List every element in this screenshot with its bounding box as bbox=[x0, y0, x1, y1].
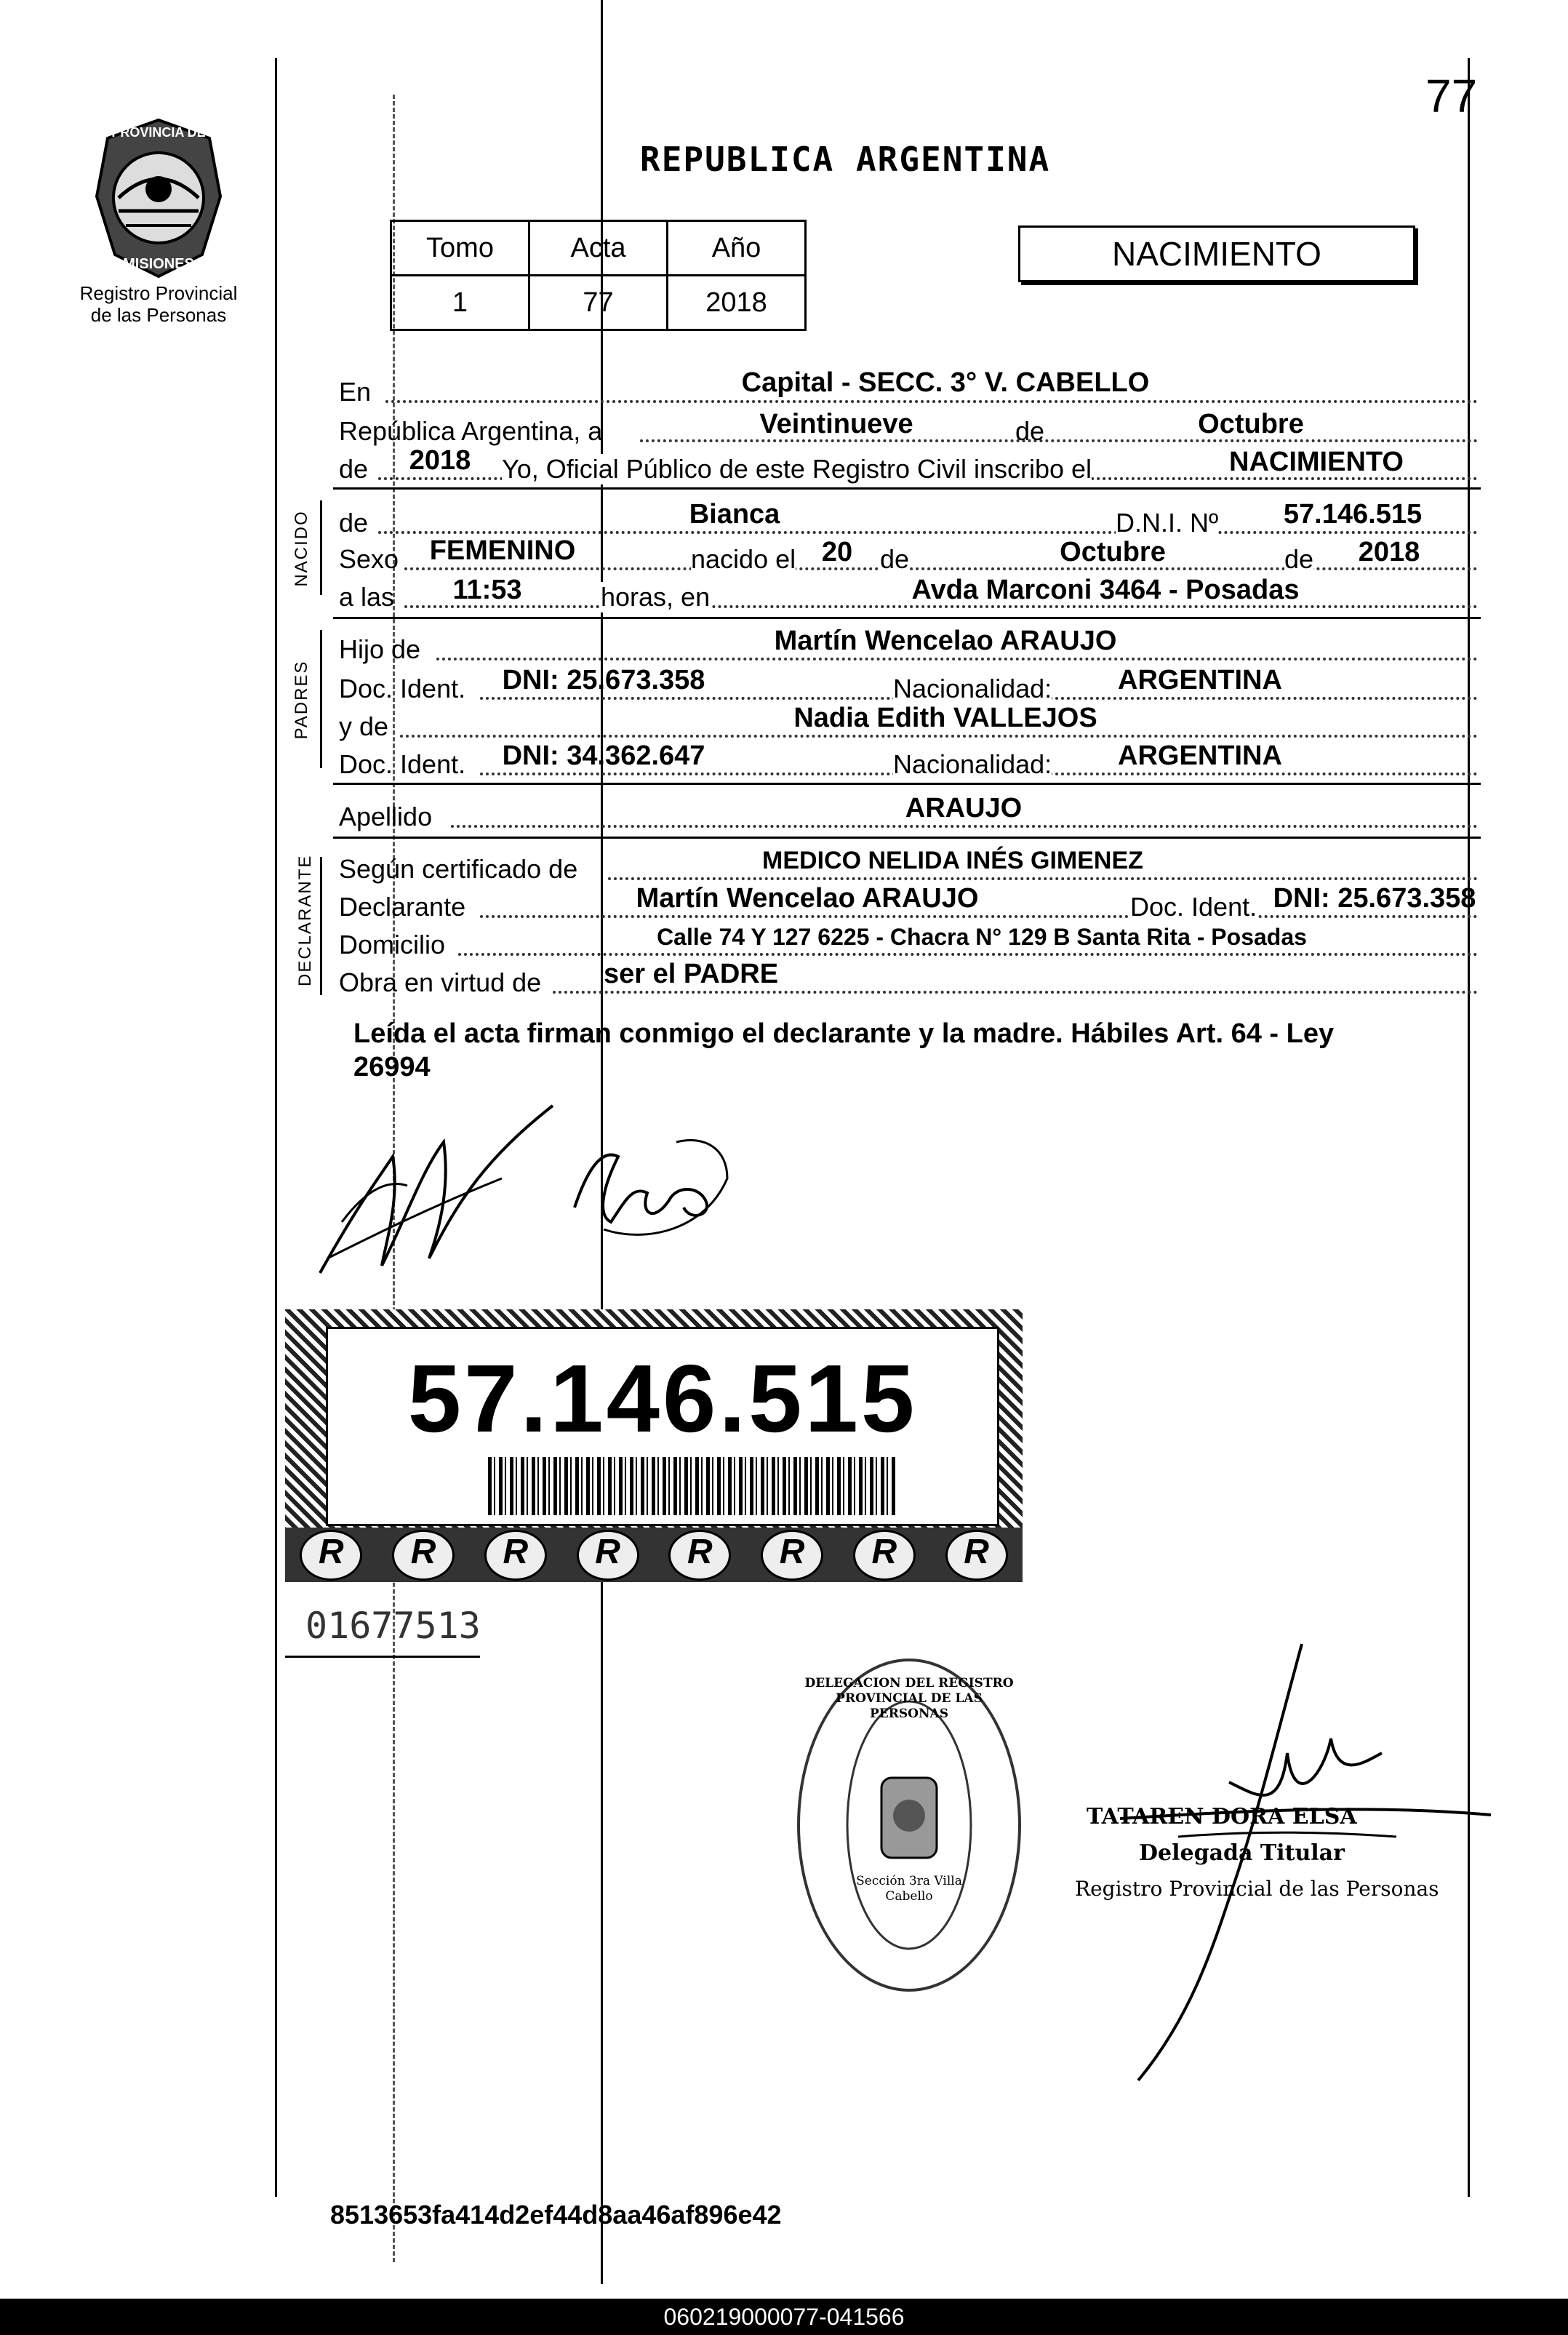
mother-name: Nadia Edith VALLEJOS bbox=[793, 703, 1097, 733]
separator-line bbox=[333, 783, 1481, 785]
year-label: de bbox=[339, 454, 369, 484]
pattern-letter: R bbox=[577, 1530, 639, 1581]
dni-label: D.N.I. Nº bbox=[1116, 508, 1219, 538]
dotted-line bbox=[608, 877, 1478, 880]
tomo-header: Tomo bbox=[391, 221, 529, 276]
official-role: Delegada Titular bbox=[1139, 1840, 1345, 1866]
record-month: Octubre bbox=[1198, 409, 1304, 439]
father-label: Hijo de bbox=[339, 634, 421, 664]
sticker-inner bbox=[326, 1327, 999, 1526]
document-hash: 8513653fa414d2ef44d8aa46af896e42 bbox=[330, 2200, 782, 2230]
barcode bbox=[488, 1457, 895, 1515]
official-name: TATAREN DORA ELSA bbox=[1087, 1804, 1357, 1829]
pattern-letter: R bbox=[392, 1530, 455, 1581]
reference-table bbox=[390, 220, 807, 331]
ano-header: Año bbox=[668, 221, 806, 276]
mother-nationality: ARGENTINA bbox=[1118, 741, 1282, 771]
official-round-stamp bbox=[797, 1659, 1021, 1992]
date-label: República Argentina, a bbox=[339, 416, 603, 446]
born-time: 11:53 bbox=[452, 575, 522, 605]
id-sticker bbox=[285, 1309, 1023, 1582]
dotted-line bbox=[404, 567, 1478, 570]
stamp-outer-text: DELEGACION DEL REGISTRO PROVINCIAL DE LAS PERSONAS bbox=[804, 1676, 1014, 1721]
declarant-address: Calle 74 Y 127 6225 - Chacra N° 129 B Santa Rita - Posadas bbox=[657, 924, 1307, 950]
dotted-line bbox=[378, 531, 1478, 534]
pattern-letter: R bbox=[668, 1530, 731, 1581]
pattern-letter: R bbox=[853, 1530, 916, 1581]
pattern-letter: R bbox=[300, 1530, 362, 1581]
org-name-line1: Registro Provincial bbox=[79, 282, 238, 304]
province-emblem bbox=[86, 116, 231, 280]
org-name-line2: de las Personas bbox=[90, 304, 227, 326]
born-day: 20 bbox=[821, 537, 853, 567]
sticker-number: 57.146.515 bbox=[407, 1345, 918, 1452]
born-name: Bianca bbox=[689, 499, 780, 530]
certificate-issuer: MEDICO NELIDA INÉS GIMENEZ bbox=[762, 847, 1143, 874]
mother-doc: DNI: 34.362.647 bbox=[502, 741, 705, 771]
official-org: Registro Provincial de las Personas bbox=[1075, 1877, 1439, 1901]
country-title: REPUBLICA ARGENTINA bbox=[640, 140, 1051, 179]
footer-code: 060219000077-041566 bbox=[663, 2303, 905, 2330]
father-name: Martín Wencelao ARAUJO bbox=[774, 626, 1117, 656]
serial-number: 01677513 bbox=[305, 1605, 481, 1647]
born-year: 2018 bbox=[1358, 537, 1420, 567]
record-type-box bbox=[1018, 225, 1415, 282]
act-type: NACIMIENTO bbox=[1229, 447, 1404, 477]
section-bar bbox=[320, 500, 322, 595]
pattern-letter: R bbox=[484, 1530, 547, 1581]
closing-text-2: 26994 bbox=[353, 1052, 431, 1082]
born-date-label: nacido el bbox=[691, 544, 796, 574]
serial-underline bbox=[285, 1656, 480, 1658]
sex-label: Sexo bbox=[339, 544, 399, 574]
separator-line bbox=[333, 487, 1481, 490]
place-label: En bbox=[339, 377, 372, 407]
registry-place: Capital - SECC. 3° V. CABELLO bbox=[741, 367, 1150, 398]
basis-label: Obra en virtud de bbox=[339, 967, 542, 997]
mother-label: y de bbox=[339, 711, 389, 741]
date-de-label: de bbox=[1015, 416, 1045, 446]
declarant-name: Martín Wencelao ARAUJO bbox=[636, 883, 979, 914]
dotted-line bbox=[400, 735, 1478, 738]
stamp-inner-text: Sección 3ra Villa Cabello bbox=[856, 1874, 962, 1904]
record-year: 2018 bbox=[409, 445, 471, 476]
father-nationality: ARGENTINA bbox=[1118, 665, 1282, 695]
closing-text-1: Leída el acta firman conmigo el declarante y la madre. Hábiles Art. 64 - Ley bbox=[353, 1018, 1335, 1049]
declarant-label: Declarante bbox=[339, 892, 466, 922]
father-doc-label: Doc. Ident. bbox=[339, 674, 466, 703]
dotted-line bbox=[436, 658, 1478, 660]
separator-line bbox=[333, 837, 1481, 839]
separator-line bbox=[333, 617, 1481, 619]
dotted-line bbox=[458, 953, 1478, 956]
ano-value: 2018 bbox=[668, 276, 806, 330]
dotted-line bbox=[553, 991, 1478, 994]
sticker-pattern-band bbox=[285, 1528, 1023, 1582]
tomo-value: 1 bbox=[391, 276, 529, 330]
dotted-line bbox=[385, 400, 1478, 403]
address-label: Domicilio bbox=[339, 930, 446, 959]
page-number: 77 bbox=[1425, 70, 1478, 122]
time-label: a las bbox=[339, 582, 395, 612]
mother-doc-label: Doc. Ident. bbox=[339, 749, 466, 779]
section-nacido: NACIDO bbox=[292, 510, 311, 587]
mother-nat-label: Nacionalidad: bbox=[893, 749, 1052, 779]
declarant-signature bbox=[313, 1091, 575, 1288]
born-de2: de bbox=[1284, 544, 1314, 574]
acta-value: 77 bbox=[529, 276, 668, 330]
emblem-top-text: PROVINCIA DE bbox=[111, 125, 206, 140]
father-doc: DNI: 25.673.358 bbox=[502, 665, 705, 695]
born-name-label: de bbox=[339, 508, 369, 538]
dotted-line bbox=[480, 915, 1478, 918]
footer-bar bbox=[0, 2299, 1568, 2335]
surname-label: Apellido bbox=[339, 802, 433, 831]
section-bar bbox=[320, 630, 322, 768]
declarant-doc-label: Doc. Ident. bbox=[1130, 892, 1257, 922]
hours-label: horas, en bbox=[601, 582, 711, 612]
record-day: Veintinueve bbox=[759, 409, 913, 439]
official-statement: Yo, Oficial Público de este Registro Civil inscribo el bbox=[502, 454, 1092, 484]
declarant-doc: DNI: 25.673.358 bbox=[1273, 883, 1476, 914]
born-place: Avda Marconi 3464 - Posadas bbox=[911, 575, 1300, 605]
pattern-letter: R bbox=[945, 1530, 1008, 1581]
mother-signature bbox=[560, 1120, 735, 1244]
acta-header: Acta bbox=[529, 221, 668, 276]
born-dni: 57.146.515 bbox=[1283, 499, 1423, 530]
father-nat-label: Nacionalidad: bbox=[893, 674, 1052, 703]
born-sex: FEMENINO bbox=[429, 535, 576, 566]
dotted-line bbox=[451, 825, 1478, 828]
born-de1: de bbox=[880, 544, 910, 574]
emblem-bottom-text: MISIONES bbox=[123, 256, 194, 272]
section-declarante: DECLARANTE bbox=[295, 854, 315, 986]
official-signature bbox=[1091, 1637, 1498, 2088]
cert-label: Según certificado de bbox=[339, 854, 578, 884]
declaration-basis: ser el PADRE bbox=[604, 959, 779, 989]
surname: ARAUJO bbox=[905, 793, 1023, 823]
record-type: NACIMIENTO bbox=[1112, 235, 1321, 273]
left-margin-line bbox=[275, 58, 277, 2197]
section-padres: PADRES bbox=[292, 660, 311, 740]
pattern-letter: R bbox=[761, 1530, 823, 1581]
section-bar bbox=[320, 857, 322, 995]
born-month: Octubre bbox=[1060, 537, 1166, 567]
